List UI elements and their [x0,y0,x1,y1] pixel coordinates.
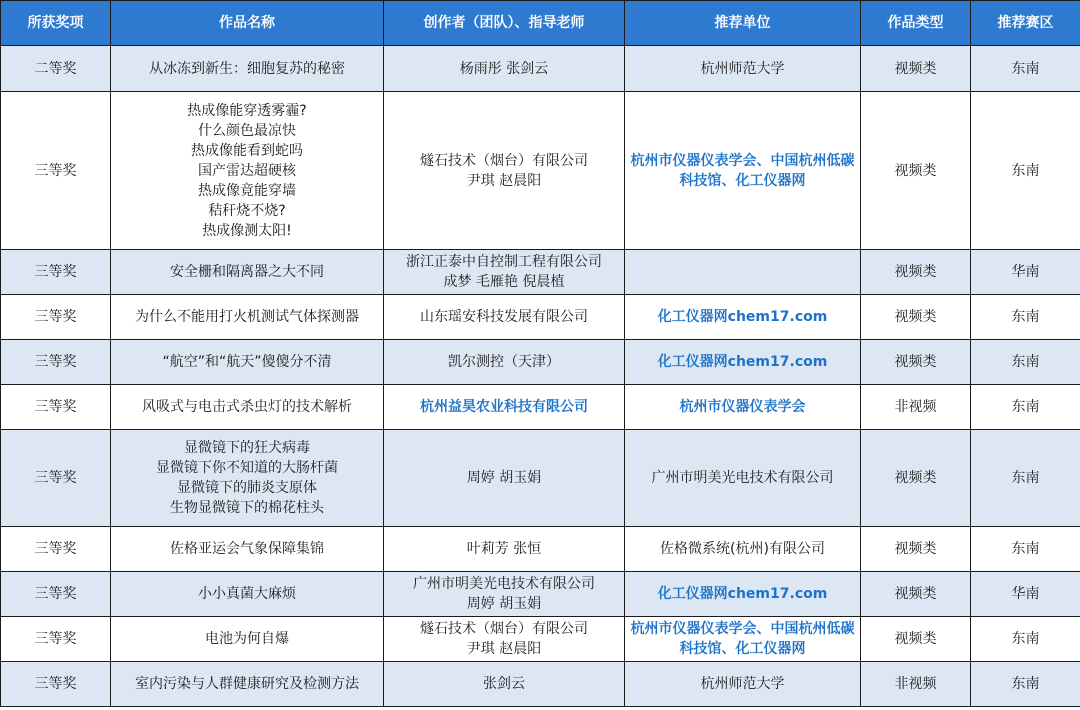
unit-cell [625,617,861,662]
title-cell [111,295,384,340]
type-cell: 视频类 [861,92,971,250]
table-row [1,617,1080,662]
title-cell [111,527,384,572]
unit-cell-line: 杭州师范大学 [700,676,785,692]
creator-cell-line: 成梦 毛雁艳 倪晨植 [443,274,565,290]
creator-cell-line: 山东瑶安科技发展有限公司 [420,309,588,325]
award-cell: 三等奖 [1,385,111,430]
region-cell: 东南 [971,92,1080,250]
table-row [1,527,1080,572]
title-cell [111,662,384,707]
creator-cell-line: 浙江正泰中自控制工程有限公司 [406,254,602,270]
creator-cell-line: 尹琪 赵晨阳 [466,172,542,189]
award-cell: 三等奖 [1,92,111,250]
title-cell-line: 安全栅和隔离器之大不同 [170,264,324,280]
unit-cell [625,295,861,340]
table-row [1,572,1080,617]
creator-cell [384,385,625,430]
creator-cell-line: 周婷 胡玉娟 [466,470,542,486]
region-cell: 东南 [971,385,1080,430]
header-award: 所获奖项 [1,1,111,46]
unit-cell [625,92,861,250]
title-cell-line: 显微镜下你不知道的大肠杆菌 [156,460,338,476]
region-cell: 东南 [971,617,1080,662]
creator-cell-line: 燧石技术（烟台）有限公司 [420,621,588,637]
creator-cell-line[interactable]: 杭州益昊农业科技有限公司 [420,399,588,415]
unit-cell-line: 佐格微系统(杭州)有限公司 [660,541,825,557]
unit-cell [625,46,861,92]
header-unit: 推荐单位 [625,1,861,46]
title-cell [111,340,384,385]
creator-cell-line: 广州市明美光电技术有限公司 [413,576,595,592]
title-cell [111,250,384,295]
creator-cell-line: 张剑云 [483,676,525,692]
type-cell: 视频类 [861,572,971,617]
title-cell-line: 热成像能穿透雾霾? [187,102,307,119]
award-cell: 三等奖 [1,250,111,295]
region-cell: 东南 [971,430,1080,527]
creator-cell [384,250,625,295]
award-cell: 三等奖 [1,617,111,662]
table-row [1,662,1080,707]
title-cell-line: 显微镜下的狂犬病毒 [184,440,310,456]
title-cell-line: 佐格亚运会气象保障集锦 [170,541,324,557]
title-cell [111,617,384,662]
creator-cell [384,340,625,385]
creator-cell [384,295,625,340]
type-cell: 视频类 [861,46,971,92]
award-cell: 三等奖 [1,430,111,527]
award-cell: 三等奖 [1,572,111,617]
award-cell: 三等奖 [1,295,111,340]
title-cell [111,430,384,527]
table-row [1,295,1080,340]
unit-cell-line: 杭州师范大学 [700,60,785,77]
unit-cell-line[interactable]: 科技馆、化工仪器网 [679,172,806,189]
title-cell [111,46,384,92]
table-row [1,250,1080,295]
award-cell: 三等奖 [1,662,111,707]
unit-cell [625,385,861,430]
title-cell [111,92,384,250]
header-type: 作品类型 [861,1,971,46]
award-cell: 三等奖 [1,527,111,572]
unit-cell-line[interactable]: 化工仪器网chem17.com [657,586,828,602]
title-cell [111,572,384,617]
region-cell: 东南 [971,527,1080,572]
title-cell-line: 什么颜色最凉快 [198,122,296,139]
title-cell-line: 从冰冻到新生：细胞复苏的秘密 [149,60,345,77]
region-cell: 东南 [971,662,1080,707]
region-cell: 东南 [971,295,1080,340]
type-cell: 非视频 [861,385,971,430]
region-cell: 东南 [971,46,1080,92]
creator-cell [384,662,625,707]
region-cell: 华南 [971,250,1080,295]
header-region: 推荐赛区 [971,1,1080,46]
title-cell-line: 显微镜下的肺炎支原体 [177,480,317,496]
creator-cell [384,92,625,250]
award-cell: 三等奖 [1,340,111,385]
title-cell-line: 风吸式与电击式杀虫灯的技术解析 [142,399,352,415]
unit-cell-line[interactable]: 化工仪器网chem17.com [657,354,828,370]
unit-cell [625,527,861,572]
unit-cell [625,250,861,295]
creator-cell [384,617,625,662]
type-cell: 视频类 [861,617,971,662]
header-creator: 创作者（团队）、指导老师 [384,1,625,46]
creator-cell-line: 凯尔测控（天津） [448,354,560,370]
unit-cell [625,430,861,527]
title-cell-line: 小小真菌大麻烦 [198,586,296,602]
unit-cell-line[interactable]: 科技馆、化工仪器网 [679,641,806,657]
type-cell: 非视频 [861,662,971,707]
creator-cell [384,572,625,617]
title-cell-line: 生物显微镜下的棉花柱头 [170,500,324,516]
title-cell-line: 热成像竟能穿墙 [198,182,296,199]
creator-cell-line: 叶莉芳 张恒 [466,541,542,557]
region-cell: 华南 [971,572,1080,617]
creator-cell [384,46,625,92]
title-cell-line: 室内污染与人群健康研究及检测方法 [135,676,359,692]
unit-cell-line[interactable]: 化工仪器网chem17.com [657,309,828,325]
unit-cell [625,340,861,385]
type-cell: 视频类 [861,250,971,295]
unit-cell [625,662,861,707]
header-row [1,1,1080,46]
creator-cell-line: 杨雨彤 张剑云 [459,60,549,77]
creator-cell-line: 燧石技术（烟台）有限公司 [420,152,588,169]
unit-cell-line[interactable]: 杭州市仪器仪表学会 [679,399,806,415]
award-cell: 二等奖 [1,46,111,92]
table-row [1,385,1080,430]
type-cell: 视频类 [861,340,971,385]
title-cell-line: “航空”和“航天”傻傻分不清 [162,354,332,370]
title-cell-line: 热成像能看到蛇吗 [191,142,303,159]
header-title: 作品名称 [111,1,384,46]
type-cell: 视频类 [861,295,971,340]
creator-cell-line: 尹琪 赵晨阳 [466,641,542,657]
table-row [1,430,1080,527]
type-cell: 视频类 [861,527,971,572]
table-row [1,46,1080,92]
unit-cell-line: 广州市明美光电技术有限公司 [651,470,834,486]
table-row [1,92,1080,250]
creator-cell [384,527,625,572]
title-cell-line: 热成像测太阳! [202,222,292,239]
type-cell: 视频类 [861,430,971,527]
title-cell [111,385,384,430]
region-cell: 东南 [971,340,1080,385]
creator-cell-line: 周婷 胡玉娟 [466,596,542,612]
unit-cell [625,572,861,617]
table-row [1,340,1080,385]
title-cell-line: 秸秆烧不烧? [208,202,286,219]
title-cell-line: 电池为何自爆 [205,631,289,647]
title-cell-line: 国产雷达超硬核 [198,162,296,179]
unit-cell-line[interactable]: 杭州市仪器仪表学会、中国杭州低碳 [630,621,855,637]
title-cell-line: 为什么不能用打火机测试气体探测器 [135,309,359,325]
unit-cell-line[interactable]: 杭州市仪器仪表学会、中国杭州低碳 [630,152,855,169]
creator-cell [384,430,625,527]
